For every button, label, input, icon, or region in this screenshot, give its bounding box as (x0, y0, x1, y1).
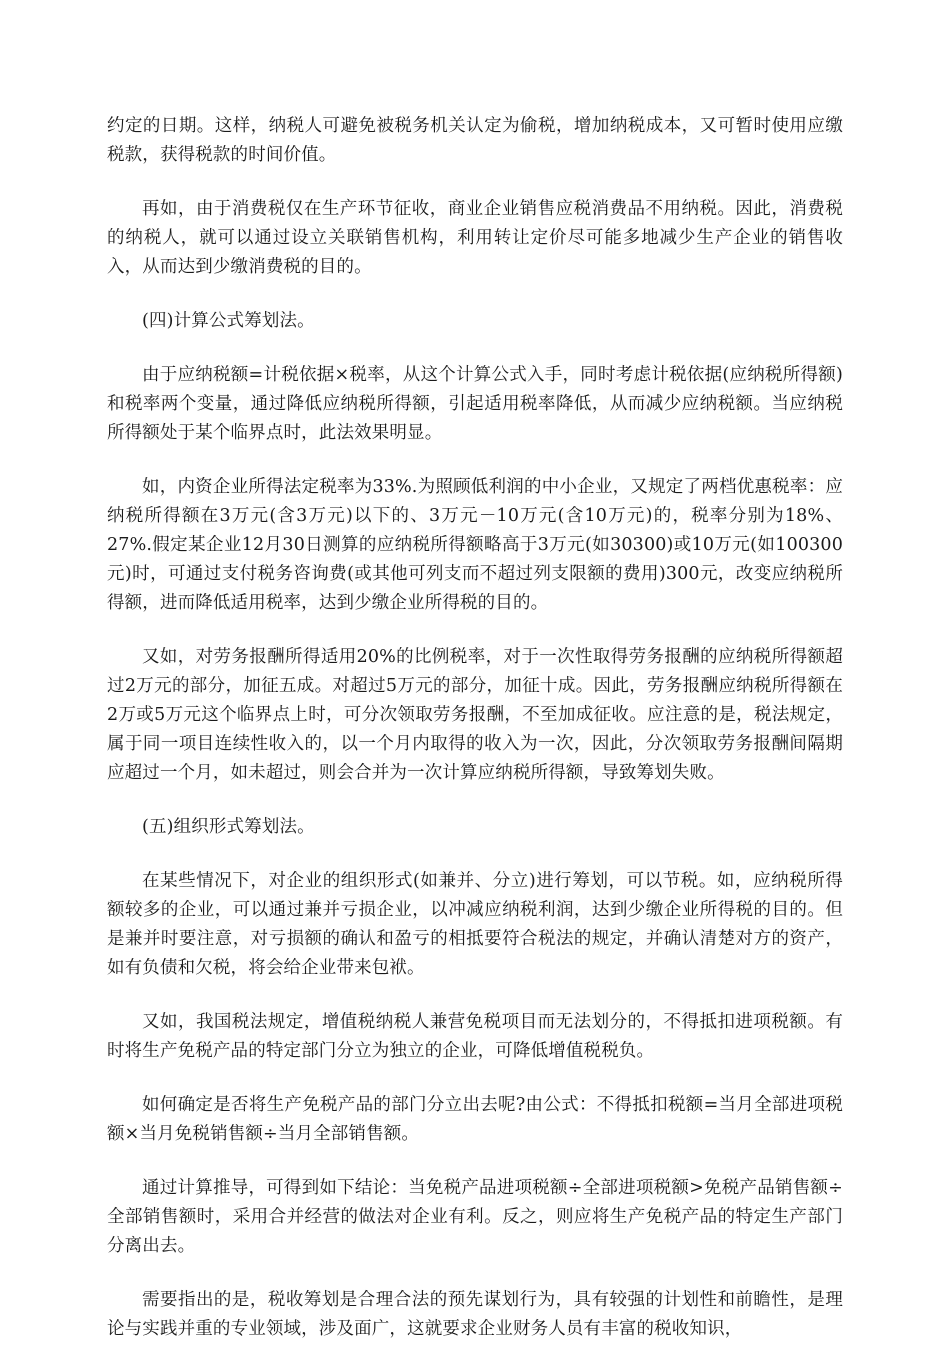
document-body (107, 112, 843, 1369)
paragraph-consumption-tax: 再如，由于消费税仅在生产环节征收，商业企业销售应税消费品不用纳税。因此，消费税的纳税人，就可以通过设立关联销售机构，利用转让定价尽可能多地减少生产企业的销售收入，从而达到少缴消费税的目的。 (107, 199, 843, 277)
paragraph-labor-remuneration-example: 又如，对劳务报酬所得适用20%的比例税率，对于一次性取得劳务报酬的应纳税所得额超过2万元的部分，加征五成。对超过5万元的部分，加征十成。因此，劳务报酬应纳税所得额在2万或5万元这个临界点上时，可分次领取劳务报酬，不至加成征收。应注意的是，税法规定，属于同一项目连续性收入的，以一个月内取得的收入为一次，因此，分次领取劳务报酬间隔期应超过一个月，如未超过，则会合并为一次计算应纳税所得额，导致筹划失败。 (107, 647, 843, 783)
section-heading-organization-method: (五)组织形式筹划法。 (142, 817, 315, 837)
paragraph-income-tax-example: 如，内资企业所得法定税率为33%.为照顾低利润的中小企业，又规定了两档优惠税率：应纳税所得额在3万元(含3万元)以下的、3万元－10万元(含10万元)的，税率分别为18%、27%.假定某企业12月30日测算的应纳税所得额略高于3万元(如30300)或10万元(如100300元)时，可通过支付税务咨询费(或其他可列支而不超过列支限额的费用)300元，改变应纳税所得额，进而降低适用税率，达到少缴企业所得税的目的。 (107, 477, 843, 613)
paragraph-continued: 约定的日期。这样，纳税人可避免被税务机关认定为偷税，增加纳税成本，又可暂时使用应缴税款，获得税款的时间价值。 (107, 116, 843, 165)
paragraph-closing-note: 需要指出的是，税收筹划是合理合法的预先谋划行为，具有较强的计划性和前瞻性，是理论与实践并重的专业领域，涉及面广，这就要求企业财务人员有丰富的税收知识， (107, 1290, 843, 1339)
section-heading-formula-method: (四)计算公式筹划法。 (142, 311, 315, 331)
paragraph-formula-intro: 由于应纳税额=计税依据×税率，从这个计算公式入手，同时考虑计税依据(应纳税所得额)和税率两个变量，通过降低应纳税所得额，引起适用税率降低，从而减少应纳税额。当应纳税所得额处于某个临界点时，此法效果明显。 (107, 365, 843, 443)
paragraph-formula-question: 如何确定是否将生产免税产品的部门分立出去呢?由公式：不得抵扣税额=当月全部进项税额×当月免税销售额÷当月全部销售额。 (107, 1095, 843, 1144)
paragraph-conclusion: 通过计算推导，可得到如下结论：当免税产品进项税额÷全部进项税额>免税产品销售额÷全部销售额时，采用合并经营的做法对企业有利。反之，则应将生产免税产品的特定生产部门分离出去。 (107, 1178, 843, 1256)
paragraph-merger-split: 在某些情况下，对企业的组织形式(如兼并、分立)进行筹划，可以节税。如，应纳税所得额较多的企业，可以通过兼并亏损企业，以冲减应纳税利润，达到少缴企业所得税的目的。但是兼并时要注意，对亏损额的确认和盈亏的相抵要符合税法的规定，并确认清楚对方的资产，如有负债和欠税，将会给企业带来包袱。 (107, 871, 843, 978)
paragraph-vat-exempt: 又如，我国税法规定，增值税纳税人兼营免税项目而无法划分的，不得抵扣进项税额。有时将生产免税产品的特定部门分立为独立的企业，可降低增值税税负。 (107, 1012, 843, 1061)
